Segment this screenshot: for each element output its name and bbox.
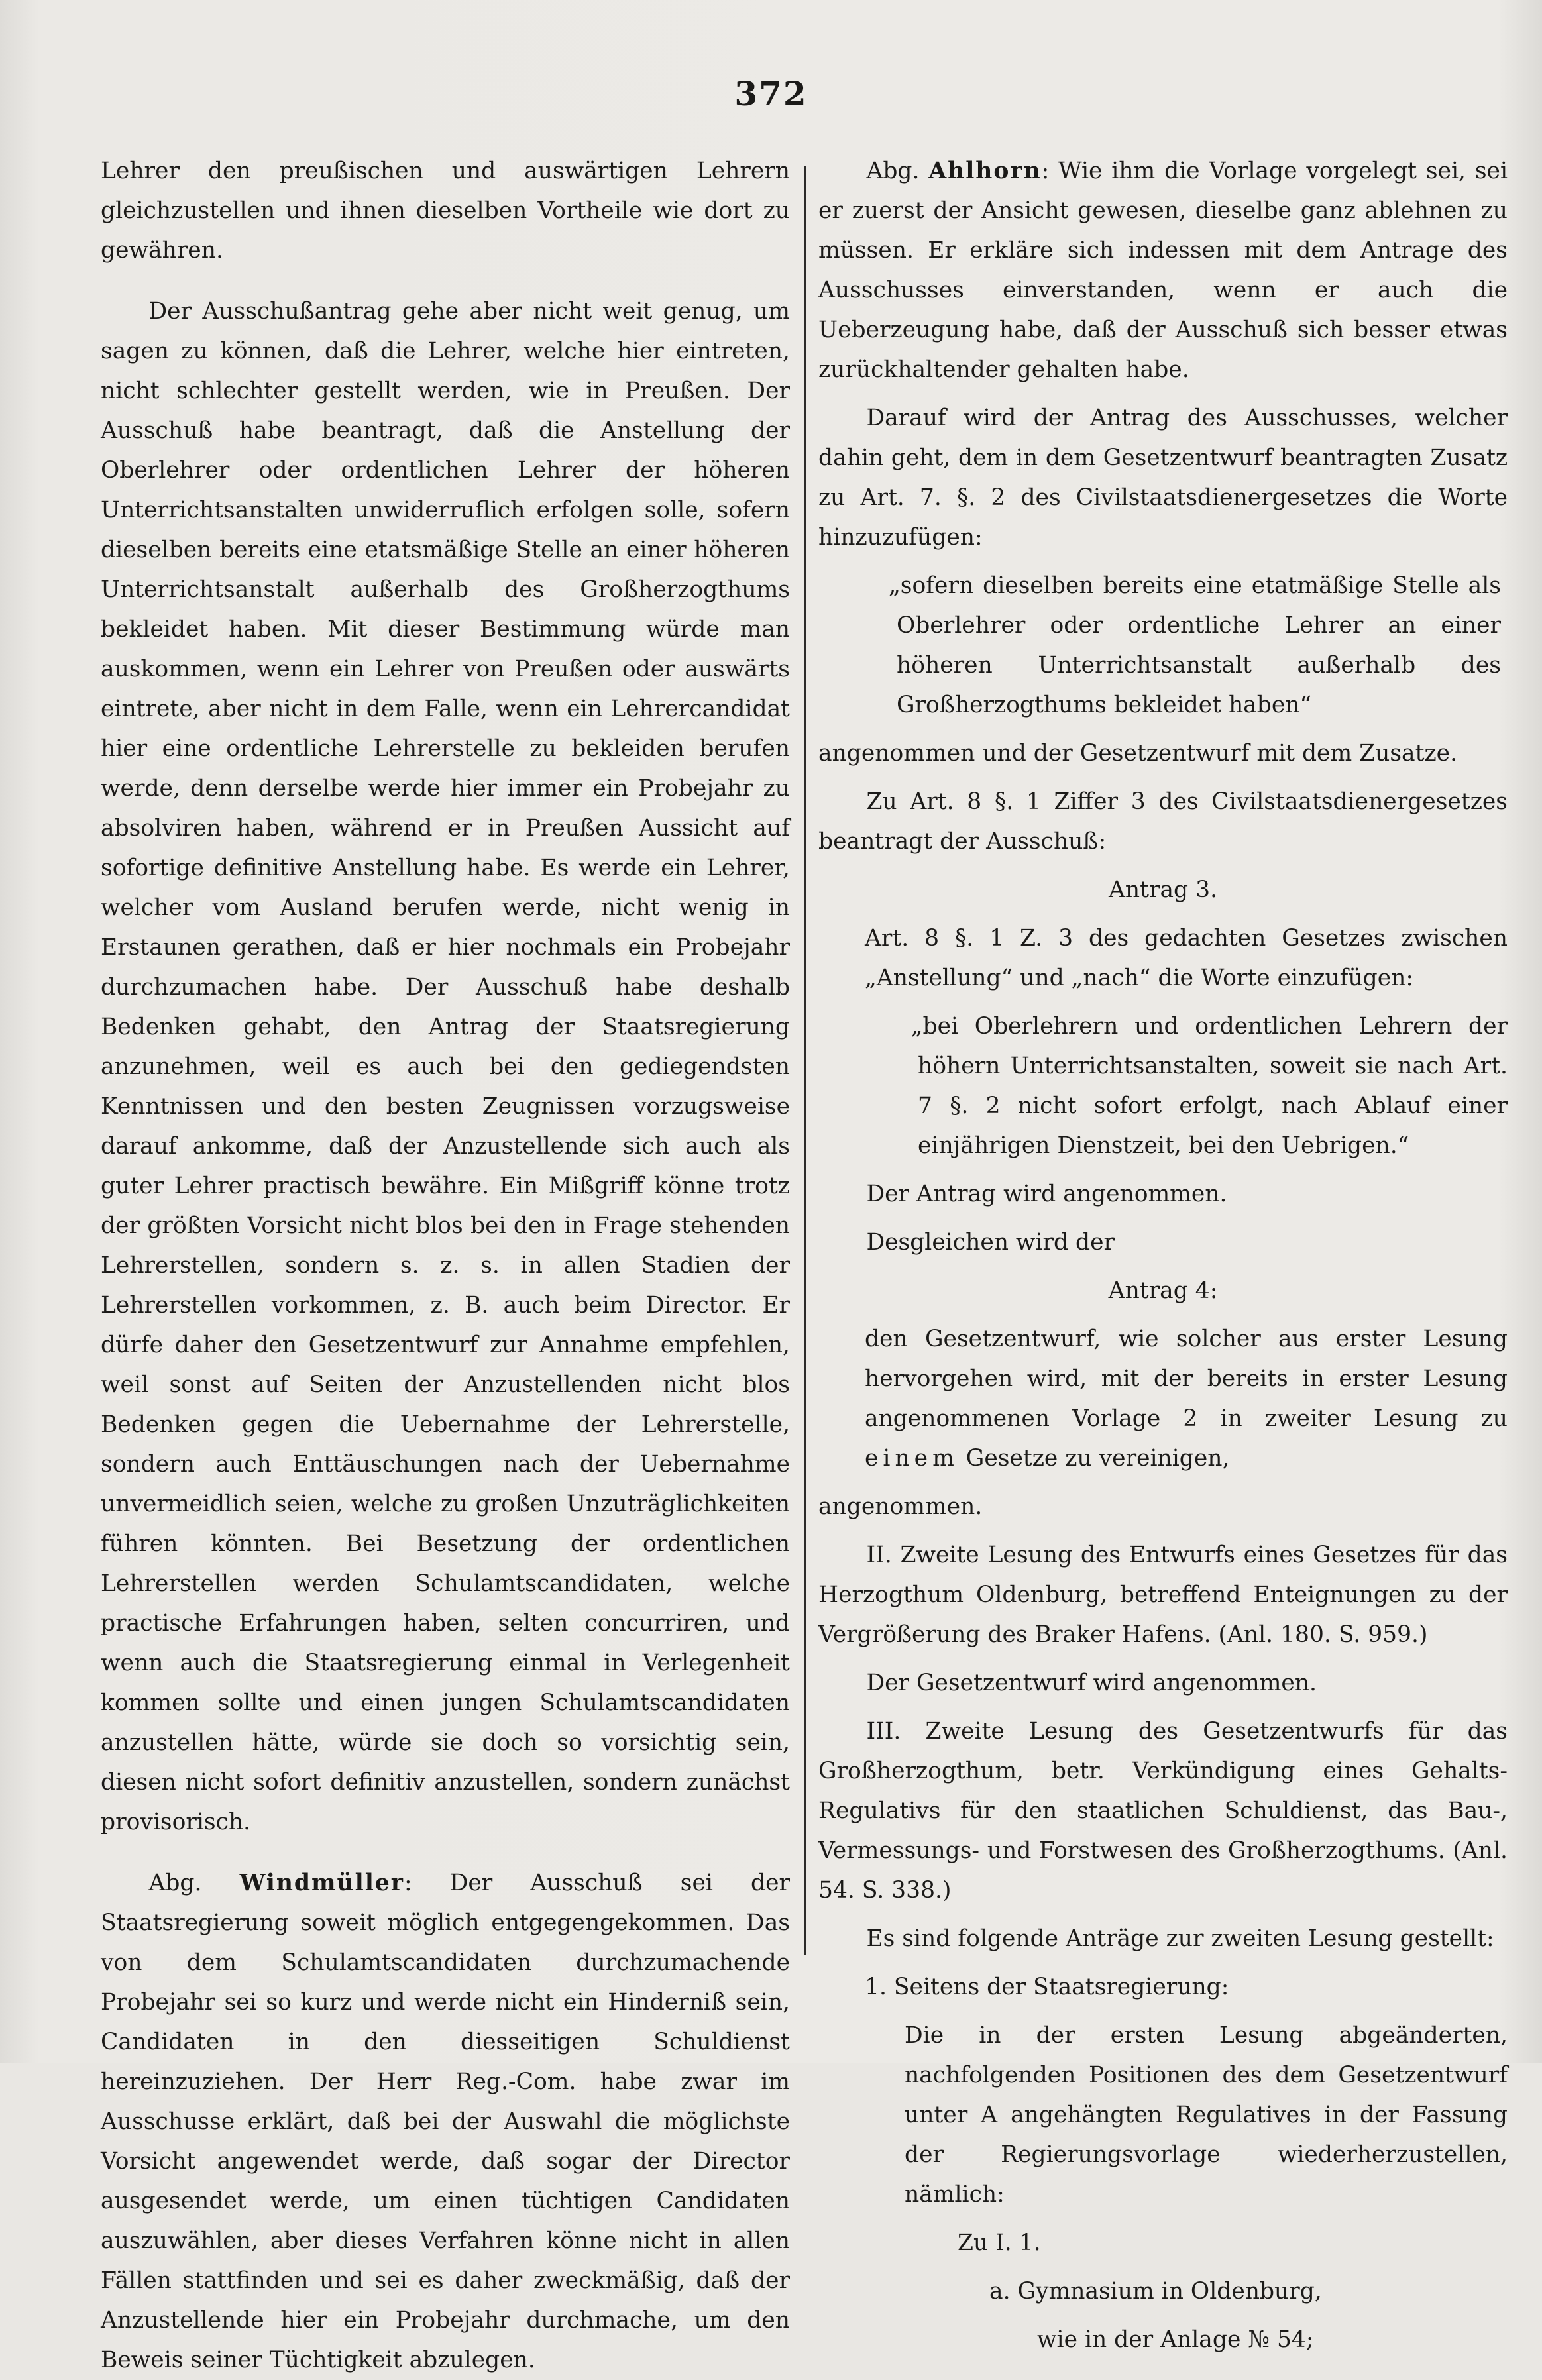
sub-heading: Zu I. 1.: [958, 2230, 1041, 2256]
right-paragraph-11: Es sind folgende Anträge zur zweiten Lesung gestellt:: [866, 1925, 1494, 1952]
left-paragraph-3: [101, 1863, 790, 2380]
right-paragraph-9: Der Gesetzentwurf wird angenommen.: [866, 1670, 1317, 1696]
right-paragraph-2: Darauf wird der Antrag des Ausschusses, welcher dahin geht, dem in dem Gesetzentwurf beantragten Zusatz zu Art. 7. §. 2 des Civilstaatsdienergesetzes die Worte hinzuzufügen:: [818, 405, 1508, 551]
right-paragraph-4: Zu Art. 8 §. 1 Ziffer 3 des Civilstaatsdienergesetzes beantragt der Ausschuß:: [818, 788, 1508, 855]
right-paragraph-6: Desgleichen wird der: [866, 1229, 1115, 1256]
left-paragraph-2: Der Ausschußantrag gehe aber nicht weit genug, um sagen zu können, daß die Lehrer, welche hier eintreten, nicht schlechter gestellt werden, wie in Preußen. Der Ausschuß habe beantragt, daß die Anstellung der Oberlehrer oder ordentlichen Lehrer der höheren Unterrichtsanstalten unwiderruflich erfolgen solle, sofern dieselben bereits eine etatsmäßige Stelle an einer höheren Unterrichtsanstalt außerhalb des Großherzogthums bekleidet haben. Mit dieser Bestimmung würde man auskommen, wenn ein Lehrer von Preußen oder auswärts eintrete, aber nicht in dem Falle, wenn ein Lehrercandidat hier eine ordentliche Lehrerstelle zu bekleiden berufen werde, denn derselbe werde hier immer ein Probejahr zu absolviren haben, während er in Preußen Aussicht auf sofortige definitive Anstellung habe. Es werde ein Lehrer, welcher vom Ausland berufen werde, nicht wenig in Erstaunen gerathen, daß er hier nochmals ein Probejahr durchzumachen habe. Der Ausschuß habe deshalb Bedenken gehabt, den Antrag der Staatsregierung anzunehmen, weil es auch bei den gediegendsten Kenntnissen und den besten Zeugnissen vorzugsweise darauf ankomme, daß der Anzustellende sich auch als guter Lehrer practisch bewähre. Ein Mißgriff könne trotz der größten Vorsicht nicht blos bei den in Frage stehenden Lehrerstellen, sondern s. z. s. in allen Stadien der Lehrerstellen vorkommen, z. B. auch beim Director. Er dürfe daher den Gesetzentwurf zur Annahme empfehlen, weil sonst auf Seiten der Anzustellenden nicht blos Bedenken gegen die Uebernahme der Lehrerstelle, sondern auch Enttäuschungen nach der Uebernahme unvermeidlich seien, welche zu großen Unzuträglichkeiten führen könnten. Bei Besetzung der ordentlichen Lehrerstellen werden Schulamtscandidaten, welche practische Erfahrungen haben, selten concurriren, und wenn auch die Staatsregierung einmal in Verlegenheit kommen sollte und einen jungen Schulamtscandidaten anzustellen hätte, würde sie doch so vorsichtig sein, diesen nicht sofort definitiv anzustellen, sondern zunächst provisorisch.: [101, 298, 790, 1835]
right-paragraph-1: [818, 151, 1508, 390]
motion-4-text: den Gesetzentwurf, wie solcher aus erster Lesung hervorgehen wird, mit der bereits in erster Lesung angenommenen Vorlage 2 in zweiter Lesung zu: [865, 1326, 1508, 1432]
right-paragraph-7: angenommen.: [818, 1493, 983, 1520]
motion-4-title: Antrag 4:: [1108, 1277, 1218, 1304]
quoted-amendment: „sofern dieselben bereits eine etatmäßige Stelle als Oberlehrer oder ordentliche Lehrer an einer höheren Unterrichtsanstalt außerhalb des Großherzogthums bekleidet haben“: [888, 572, 1501, 718]
motion-4-end: Gesetze zu vereinigen,: [958, 1445, 1230, 1472]
speaker-prefix: Abg.: [866, 158, 920, 184]
column-divider: [804, 166, 806, 1955]
motion-4-spaced-word: einem: [865, 1445, 959, 1472]
motion-list-item-1-body: Die in der ersten Lesung abgeänderten, nachfolgenden Positionen des dem Gesetzentwurf unter A angehängten Regulatives in der Fassung der Regierungsvorlage wiederherzustellen, nämlich:: [905, 2022, 1508, 2208]
left-paragraph-1: Lehrer den preußischen und auswärtigen Lehrern gleichzustellen und ihnen dieselben Vortheile wie dort zu gewähren.: [101, 158, 790, 264]
speech-text: : Der Ausschuß sei der Staatsregierung soweit möglich entgegengekommen. Das von dem Schulamtscandidaten durchzumachende Probejahr sei so kurz und werde nicht ein Hinderniß sein, Candidaten in den diesseitigen Schuldienst hereinzuziehen. Der Herr Reg.-Com. habe zwar im Ausschusse erklärt, daß bei der Auswahl die möglichste Vorsicht angewendet werde, daß sogar der Director ausgesendet werde, um einen tüchtigen Candidaten auszuwählen, aber dieses Verfahren könne nicht in allen Fällen stattfinden und sei es daher zweckmäßig, daß der Anzustellende hier ein Probejahr durchmache, um den Beweis seiner Tüchtigkeit abzulegen.: [101, 1870, 791, 2373]
right-column: [818, 151, 1508, 2353]
motion-4-body: [818, 1319, 1508, 1478]
page-number: 372: [734, 74, 808, 113]
agenda-item-II: II. Zweite Lesung des Entwurfs eines Gesetzes für das Herzogthum Oldenburg, betreffend Enteignungen zu der Vergrößerung des Braker Hafens. (Anl. 180. S. 959.): [818, 1542, 1508, 1648]
motion-3-title: Antrag 3.: [1108, 877, 1218, 903]
motion-list-item-1: 1. Seitens der Staatsregierung:: [865, 1974, 1229, 2000]
left-column: [101, 151, 791, 2373]
motion-3-body: Art. 8 §. 1 Z. 3 des gedachten Gesetzes zwischen „Anstellung“ und „nach“ die Worte einzufügen:: [865, 925, 1508, 991]
agenda-item-III: III. Zweite Lesung des Gesetzentwurfs für das Großherzogthum, betr. Verkündigung eines Gehalts-Regulativs für den staatlichen Schuldienst, das Bau-, Vermessungs- und Forstwesen des Großherzogthums. (Anl. 54. S. 338.): [818, 1718, 1508, 1904]
speech-text: : Wie ihm die Vorlage vorgelegt sei, sei er zuerst der Ansicht gewesen, dieselbe ganz ablehnen zu müssen. Er erkläre sich indessen mit dem Antrage des Ausschusses einverstanden, wenn er auch die Ueberzeugung habe, daß der Ausschuß sich besser etwas zurückhaltender gehalten habe.: [818, 158, 1508, 383]
sub-item-a: a. Gymnasium in Oldenburg,: [989, 2278, 1322, 2304]
sub-item-a-detail: wie in der Anlage № 54;: [1037, 2326, 1314, 2353]
right-paragraph-3: angenommen und der Gesetzentwurf mit dem Zusatze.: [818, 740, 1458, 767]
speaker-name: Windmüller: [239, 1870, 404, 1896]
speaker-prefix: Abg.: [148, 1870, 202, 1896]
speaker-name: Ahlhorn: [928, 158, 1042, 184]
right-paragraph-5: Der Antrag wird angenommen.: [866, 1181, 1227, 1207]
motion-3-quote: „bei Oberlehrern und ordentlichen Lehrern der höhern Unterrichtsanstalten, soweit sie nach Art. 7 §. 2 nicht sofort erfolgt, nach Ablauf einer einjährigen Dienstzeit, bei den Uebrigen.“: [910, 1013, 1508, 1159]
